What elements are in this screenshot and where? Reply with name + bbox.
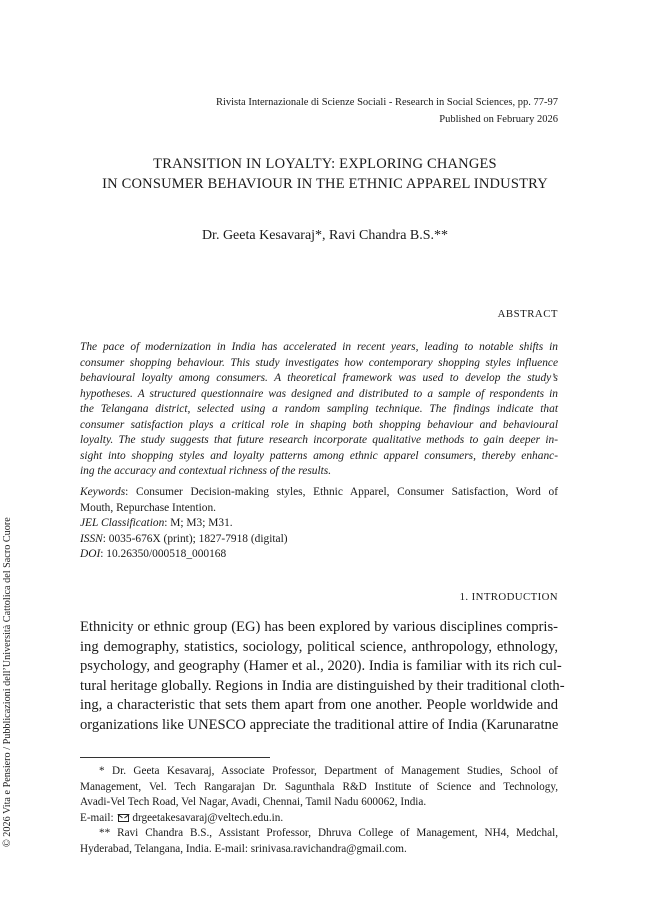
footnotes (80, 764, 558, 858)
article-metadata (80, 485, 558, 563)
doi-label: DOI (80, 548, 101, 561)
body-line: ing demography, statistics, sociology, political science, anthropology, ethnology, (80, 638, 558, 655)
body-line: Ethnicity or ethnic group (EG) has been explored by various disciplines compris- (80, 619, 558, 635)
author-list: Dr. Geeta Kesavaraj*, Ravi Chandra B.S.** (201, 228, 449, 243)
abstract-line: hypotheses. A structured questionnaire was designed and distributed to a sample of respondents in (80, 387, 558, 400)
issn (80, 532, 558, 548)
envelope-icon (118, 814, 129, 822)
side-copyright-notice: © 2026 Vita e Pensiero / Pubblicazioni dell’Università Cattolica del Sacro Cuore (2, 517, 13, 847)
issn-label: ISSN (80, 532, 103, 545)
email-prefix: E-mail: (80, 811, 114, 824)
email-address[interactable]: drgeetakesavaraj@veltech.edu.in. (132, 811, 284, 824)
abstract-line: The pace of modernization in India has accelerated in recent years, leading to notable shifts in (80, 341, 558, 353)
jel-value: : M; M3; M31. (164, 517, 233, 530)
introduction-body (80, 618, 565, 735)
title-line-1: TRANSITION IN LOYALTY: EXPLORING CHANGES (153, 156, 497, 172)
journal-citation: Rivista Internazionale di Scienze Sociali - Research in Social Sciences, pp. 77-97 (215, 97, 558, 108)
doi-value: : 10.26350/000518_000168 (100, 548, 227, 561)
title-line-2: IN CONSUMER BEHAVIOUR IN THE ETHNIC APPAREL INDUSTRY (102, 176, 548, 192)
jel-label: JEL Classification (80, 517, 165, 530)
abstract-heading: ABSTRACT (497, 308, 558, 320)
abstract-line: sight into shopping styles and loyalty patterns among ethnic apparel consumers, thereby enhanc- (80, 449, 558, 462)
article-title (0, 154, 650, 194)
keywords-line-2: Mouth, Repurchase Intention. (80, 501, 217, 514)
abstract-line: loyalty. The study suggests that future research incorporate qualitative methods to gain deeper in- (80, 434, 558, 446)
issn-value: : 0035-676X (print); 1827-7918 (digital) (102, 532, 288, 545)
abstract-text (80, 340, 558, 480)
section-heading-introduction: 1. INTRODUCTION (459, 591, 558, 603)
publication-date: Published on February 2026 (439, 114, 558, 125)
jel-classification (80, 516, 558, 532)
footnote-2-line: Hyderabad, Telangana, India. E-mail: srinivasa.ravichandra@gmail.com. (80, 842, 407, 855)
footnote-2-line: ** Ravi Chandra B.S., Assistant Professor, Dhruva College of Management, NH4, Medchal, (99, 827, 558, 840)
body-line: tural heritage globally. Regions in India are distinguished by their traditional cloth- (80, 677, 565, 694)
footnote-1-email-line (80, 811, 558, 827)
doi (80, 547, 558, 563)
footnote-divider (80, 757, 270, 758)
abstract-line: consumer shopping behaviour. This study investigates how contemporary shopping styles influence (80, 356, 558, 369)
footnote-1-line: Avadi-Vel Tech Road, Vel Nagar, Avadi, Chennai, Tamil Nadu 600062, India. (80, 796, 427, 809)
footnote-1-line: Management, Vel. Tech Rangarajan Dr. Sagunthala R&D Institute of Science and Technology, (80, 780, 558, 793)
abstract-line: the Telangana district, selected using a random sampling technique. The findings indicate that (80, 403, 558, 415)
abstract-line: consumer satisfaction plays a critical role in shaping both shopping behaviour and behavioural (80, 418, 558, 431)
keywords-value: : Consumer Decision-making styles, Ethnic Apparel, Consumer Satisfaction, Word of (125, 486, 558, 498)
keywords-line-1 (80, 485, 558, 501)
abstract-line: behavioural loyalty among consumers. A theoretical framework was used to develop the study’s (80, 372, 558, 384)
keywords-label: Keywords (80, 486, 126, 498)
abstract-line: ing the accuracy and contextual richness of the results. (80, 465, 332, 477)
body-line: organizations like UNESCO appreciate the traditional attire of India (Karunaratne (80, 716, 559, 733)
footnote-1-line: * Dr. Geeta Kesavaraj, Associate Professor, Department of Management Studies, School of (99, 765, 558, 777)
body-line: psychology, and geography (Hamer et al., 2020). India is familiar with its rich cul- (80, 658, 562, 674)
body-line: ing, a characteristic that sets them apart from one another. People worldwide and (80, 697, 558, 713)
